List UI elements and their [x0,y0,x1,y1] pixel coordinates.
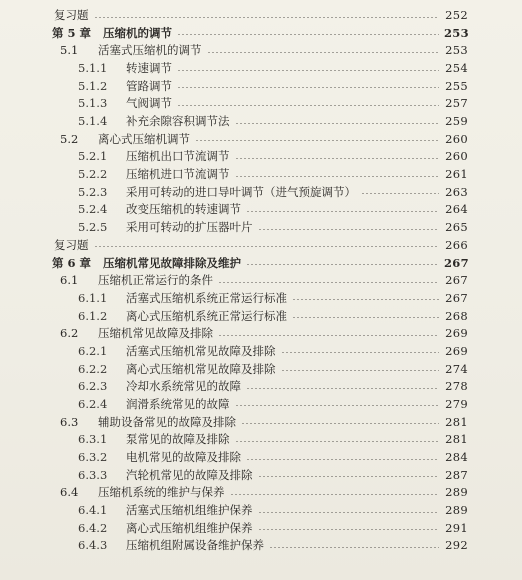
toc-entry[interactable] [78,94,468,112]
toc-entry[interactable] [78,395,468,413]
dot-leader [246,388,439,389]
toc-entry-title: 压缩机组附属设备维护保养 [126,538,264,553]
toc-entry-page-number: 260 [445,149,468,164]
toc-entry[interactable] [78,536,468,554]
toc-entry-page-number: 278 [445,379,468,394]
toc-entry-title: 活塞式压缩机系统正常运行标准 [126,290,287,305]
toc-entry-number: 6.3.2 [78,450,108,464]
toc-entry-page-number: 274 [445,361,468,376]
dot-leader [246,264,439,265]
dot-leader [207,52,440,53]
toc-entry-number: 6.1 [60,273,79,288]
dot-leader [258,229,440,230]
toc-entry-number: 6.1.1 [78,290,108,305]
dot-leader [292,299,439,300]
toc-entry-title: 气阀调节 [126,96,172,111]
toc-entry-number: 6.2.4 [78,396,108,411]
toc-entry[interactable] [78,430,468,448]
dot-leader [195,140,439,141]
toc-entry[interactable] [60,413,468,431]
toc-entry-number: 5.1 [60,43,79,58]
toc-entry-number: 6.3.3 [78,467,108,482]
toc-entry-title: 泵常见的故障及排除 [126,432,230,447]
dot-leader [235,441,440,442]
toc-entry-number: 6.2.2 [78,361,108,376]
toc-entry[interactable] [78,377,468,395]
toc-entry-title: 辅助设备常见的故障及排除 [98,414,236,429]
toc-entry-page-number: 254 [445,61,468,76]
toc-entry-number: 6.3 [60,414,79,429]
toc-entry-title: 离心式压缩机系统正常运行标准 [126,308,287,323]
toc-entry-number: 6.1.2 [78,308,108,323]
toc-entry-title: 复习题 [54,8,89,22]
dot-leader [94,17,440,18]
toc-entry-title: 压缩机常见故障排除及维护 [103,255,242,270]
dot-leader [94,246,440,247]
dot-leader [177,34,439,35]
dot-leader [258,512,440,513]
toc-entry-page-number: 287 [445,467,468,482]
toc-entry-page-number: 259 [445,114,468,129]
dot-leader [241,423,439,424]
toc-entry-page-number: 279 [445,396,468,411]
toc-entry-title: 压缩机进口节流调节 [126,167,230,182]
toc-entry-title: 压缩机出口节流调节 [126,149,230,164]
toc-entry[interactable] [78,342,468,360]
toc-entry-page-number: 261 [445,167,468,182]
toc-entry-number: 6.2.1 [78,343,108,358]
toc-entry[interactable] [60,271,468,289]
toc-entry-page-number: 269 [445,326,468,341]
toc-entry-title: 压缩机正常运行的条件 [98,273,213,288]
toc-entry-title: 管路调节 [126,78,172,93]
toc-entry-page-number: 281 [445,432,468,447]
toc-entry-number: 6.3.1 [78,432,108,447]
dot-leader [281,352,440,353]
toc-entry-page-number: 289 [445,503,468,518]
toc-entry-page-number: 291 [445,520,468,535]
toc-entry[interactable] [54,236,468,254]
dot-leader [235,123,440,124]
toc-entry-number: 6.4.2 [78,520,108,535]
toc-entry-title: 复习题 [54,237,89,252]
toc-entry-title: 采用可转动的扩压器叶片 [126,220,253,235]
toc-entry-title: 润滑系统常见的故障 [126,396,230,411]
toc-entry[interactable] [78,59,468,77]
toc-entry[interactable] [60,41,468,59]
dot-leader [246,459,439,460]
dot-leader [269,547,439,548]
toc-entry[interactable] [78,448,468,466]
toc-entry-page-number: 267 [444,255,469,270]
toc-entry[interactable] [78,501,468,519]
toc-entry-title: 电机常见的故障及排除 [126,450,241,464]
toc-entry-title: 活塞式压缩机的调节 [98,43,202,58]
toc-entry-number: 5.1.3 [78,96,108,111]
toc-entry-page-number: 253 [445,43,468,58]
toc-entry-title: 转速调节 [126,61,172,76]
toc-entry-page-number: 264 [445,202,468,217]
toc-entry-number: 5.1.4 [78,114,108,129]
toc-entry-title: 活塞式压缩机组维护保养 [126,503,253,518]
toc-entry-page-number: 255 [445,78,468,93]
toc-entry-number: 5.2.4 [78,202,108,217]
toc-entry[interactable] [78,147,468,165]
toc-entry-page-number: 260 [445,131,468,146]
toc-entry-title: 离心式压缩机调节 [98,131,190,146]
toc-entry[interactable] [78,360,468,378]
toc-entry[interactable] [78,519,468,537]
toc-entry-title: 压缩机常见故障及排除 [98,326,213,341]
toc-entry-page-number: 252 [445,8,468,22]
toc-entry-page-number: 284 [445,450,468,464]
toc-entry-page-number: 281 [445,414,468,429]
toc-entry-title: 采用可转动的进口导叶调节（进气预旋调节） [126,184,356,199]
toc-entry-page-number: 267 [445,273,468,288]
toc-entry[interactable] [78,200,468,218]
dot-leader [177,105,439,106]
toc-entry-number: 6.4.1 [78,503,108,518]
toc-entry-title: 汽轮机常见的故障及排除 [126,467,253,482]
toc-entry[interactable] [78,183,468,201]
toc-entry-title: 冷却水系统常见的故障 [126,379,241,394]
toc-entry-title: 压缩机的调节 [103,25,173,40]
dot-leader [177,70,439,71]
dot-leader [235,158,440,159]
dot-leader [230,494,440,495]
toc-entry[interactable] [78,307,468,325]
toc-entry-number: 6.4.3 [78,538,108,553]
toc-entry-number: 第 5 章 [52,25,92,40]
toc-entry-title: 离心式压缩机组维护保养 [126,520,253,535]
toc-entry[interactable] [78,77,468,95]
toc-entry[interactable] [78,112,468,130]
toc-entry-title: 压缩机系统的维护与保养 [98,485,225,500]
toc-entry[interactable] [78,466,468,484]
toc-entry[interactable] [78,218,468,236]
toc-entry-title: 离心式压缩机常见故障及排除 [126,361,276,376]
dot-leader [258,476,440,477]
toc-entry-page-number: 292 [445,538,468,553]
dot-leader [218,282,439,283]
toc-entry-number: 5.1.1 [78,61,108,76]
dot-leader [292,317,439,318]
toc-entry-number: 5.2 [60,131,79,146]
dot-leader [218,335,439,336]
toc-entry-page-number: 263 [445,184,468,199]
dot-leader [235,405,440,406]
toc-entry-title: 改变压缩机的转速调节 [126,202,241,217]
toc-entry-page-number: 253 [444,25,469,40]
toc-entry-number: 5.1.2 [78,78,108,93]
toc-entry-number: 5.2.1 [78,149,108,164]
toc-entry-number: 5.2.5 [78,220,108,235]
toc-entry-page-number: 266 [445,237,468,252]
dot-leader [281,370,440,371]
dot-leader [361,193,439,194]
toc-entry[interactable] [52,24,468,42]
toc-entry[interactable] [78,289,468,307]
toc-entry[interactable] [78,165,468,183]
toc-entry-number: 5.2.3 [78,184,108,199]
toc-entry-page-number: 269 [445,343,468,358]
dot-leader [246,211,439,212]
toc-entry[interactable] [60,324,468,342]
dot-leader [177,87,439,88]
toc-entry-title: 补充余隙容积调节法 [126,114,230,129]
toc-entry-number: 5.2.2 [78,167,108,182]
toc-entry[interactable] [60,483,468,501]
toc-entry-page-number: 257 [445,96,468,111]
toc-entry-number: 6.4 [60,485,79,500]
toc-entry-page-number: 268 [445,308,468,323]
toc-entry[interactable] [60,130,468,148]
toc-entry[interactable] [52,254,468,272]
toc-entry-title: 活塞式压缩机常见故障及排除 [126,343,276,358]
toc-entry-page-number: 289 [445,485,468,500]
dot-leader [258,529,440,530]
toc-entry[interactable] [54,6,468,24]
dot-leader [235,176,440,177]
toc-entry-page-number: 267 [445,290,468,305]
toc-entry-number: 6.2.3 [78,379,108,394]
toc-entry-number: 6.2 [60,326,79,341]
toc-entry-number: 第 6 章 [52,255,92,270]
toc-entry-page-number: 265 [445,220,468,235]
